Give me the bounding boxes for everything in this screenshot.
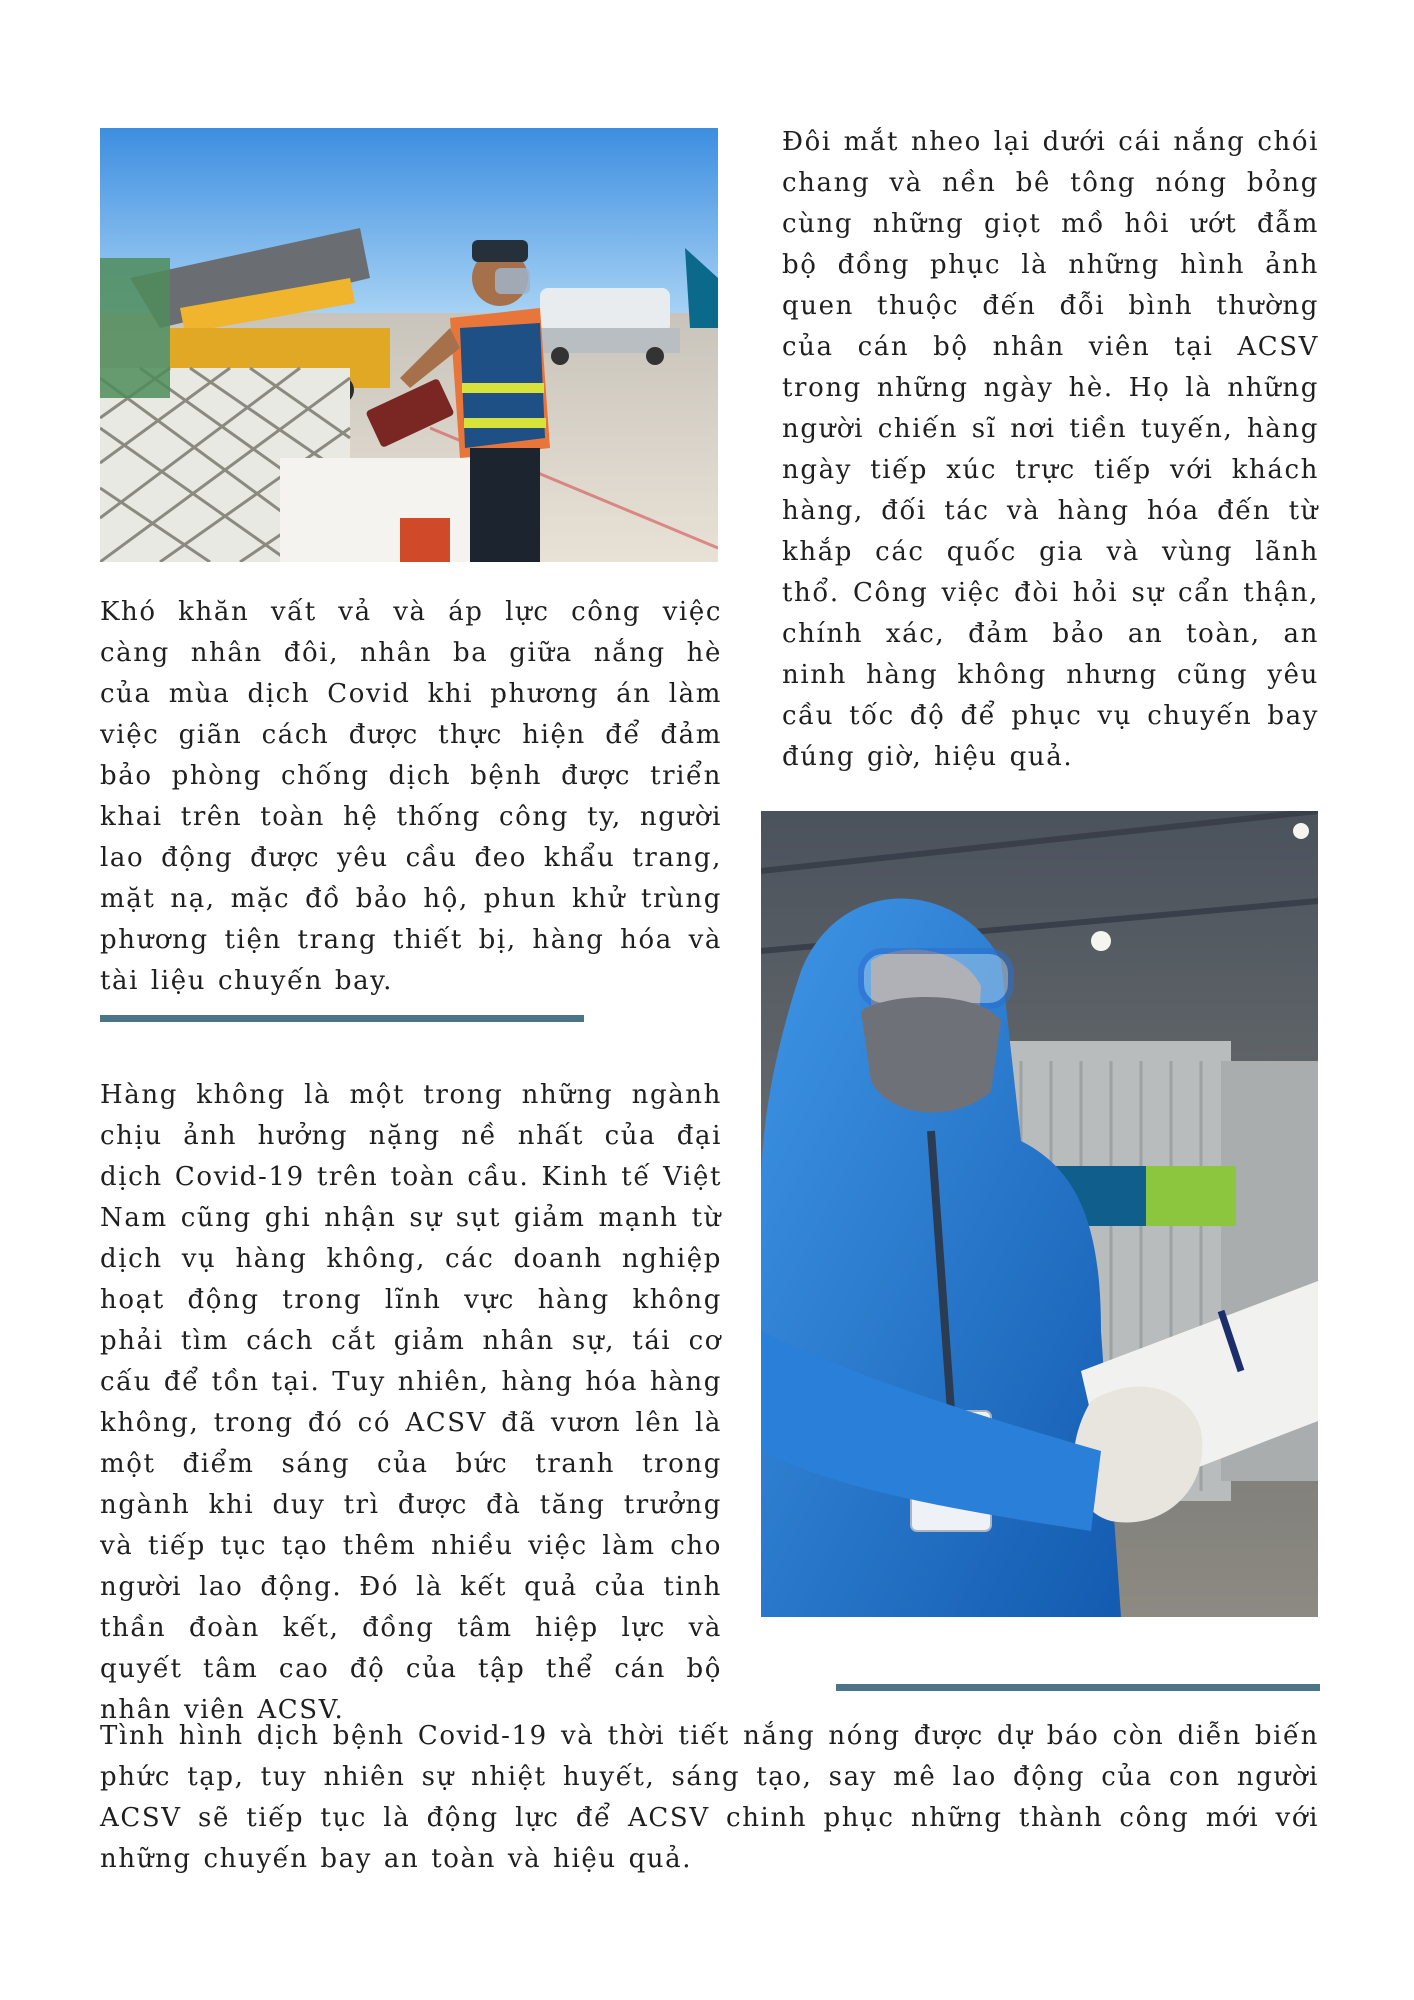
divider-rule-left (100, 1015, 584, 1022)
paragraph-aviation-impact: Hàng không là một trong những ngành chịu ảnh hưởng nặng nề nhất của đại dịch Covid-19 trên toàn cầu. Kinh tế Việt Nam cũng ghi nhận sự sụt giảm mạnh từ dịch vụ hàng không, các doanh nghiệp hoạt động trong lĩnh vực hàng không phải tìm cách cắt giảm nhân sự, tái cơ cấu để tồn tại. Tuy nhiên, hàng hóa hàng không, trong đó có ACSV đã vươn lên là một điểm sáng của bức tranh trong ngành khi duy trì được đà tăng trưởng và tiếp tục tạo thêm nhiều việc làm cho người lao động. Đó là kết quả của tinh thần đoàn kết, đồng tâm hiệp lực và quyết tâm cao độ của tập thể cán bộ nhân viên ACSV. (100, 1080, 722, 1725)
photo-ppe-worker (761, 811, 1318, 1617)
paragraph-covid-pressure: Khó khăn vất vả và áp lực công việc càng nhân đôi, nhân ba giữa nắng hè của mùa dịch Covid khi phương án làm việc giãn cách được thực hiện để đảm bảo phòng chống dịch bệnh được triển khai trên toàn hệ thống công ty, người lao động được yêu cầu đeo khẩu trang, mặt nạ, mặc đồ bảo hộ, phun khử trùng phương tiện trang thiết bị, hàng hóa và tài liệu chuyến bay. (100, 597, 722, 996)
paragraph-frontline-workers: Đôi mắt nheo lại dưới cái nắng chói chang và nền bê tông nóng bỏng cùng những giọt mồ hôi ướt đẫm bộ đồng phục là những hình ảnh quen thuộc đến đỗi bình thường của cán bộ nhân viên tại ACSV trong những ngày hè. Họ là những người chiến sĩ nơi tiền tuyến, hàng ngày tiếp xúc trực tiếp với khách hàng, đối tác và hàng hóa đến từ khắp các quốc gia và vùng lãnh thổ. Công việc đòi hỏi sự cẩn thận, chính xác, đảm bảo an toàn, an ninh hàng không nhưng cũng yêu cầu tốc độ để phục vụ chuyến bay đúng giờ, hiệu quả. (782, 127, 1319, 772)
photo-tarmac-worker (100, 128, 718, 562)
paragraph-outlook: Tình hình dịch bệnh Covid-19 và thời tiết nắng nóng được dự báo còn diễn biến phức tạp, tuy nhiên sự nhiệt huyết, sáng tạo, say mê lao động của con người ACSV sẽ tiếp tục là động lực để ACSV chinh phục những thành công mới với những chuyến bay an toàn và hiệu quả. (100, 1721, 1319, 1874)
divider-rule-right (836, 1684, 1320, 1691)
